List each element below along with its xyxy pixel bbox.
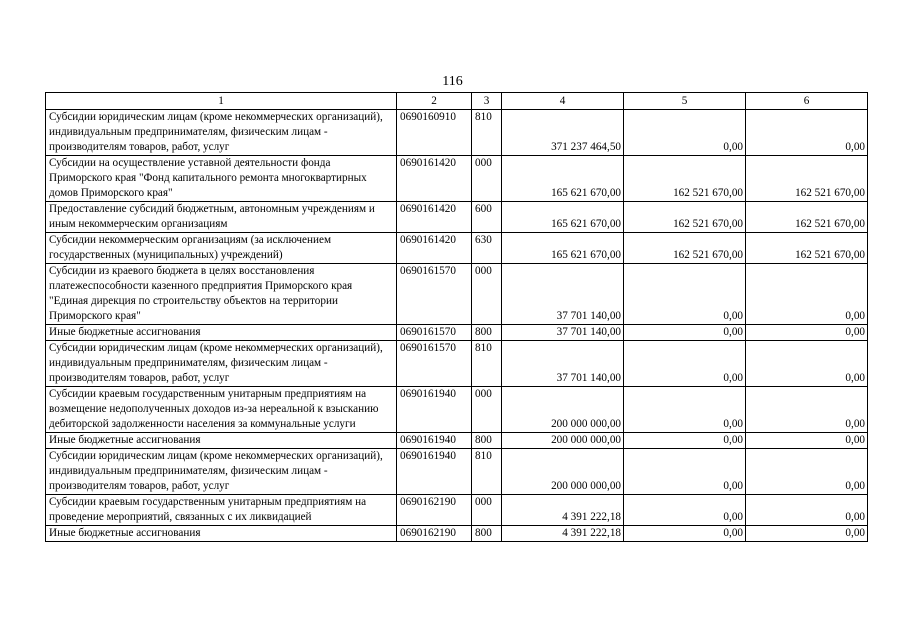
amount-col5-cell: 0,00	[624, 449, 746, 495]
target-code-cell: 0690162190	[397, 495, 472, 526]
amount-col6-cell: 0,00	[746, 387, 868, 433]
table-row	[46, 202, 868, 233]
amount-col4-cell: 4 391 222,18	[502, 495, 624, 526]
expense-type-cell: 810	[472, 341, 502, 387]
expense-type-cell: 800	[472, 433, 502, 449]
amount-col5-cell: 0,00	[624, 495, 746, 526]
amount-col4-cell: 37 701 140,00	[502, 325, 624, 341]
row-name-cell: Иные бюджетные ассигнования	[46, 526, 397, 542]
amount-col5-cell: 0,00	[624, 110, 746, 156]
amount-col4-cell: 37 701 140,00	[502, 341, 624, 387]
table-row	[46, 449, 868, 495]
table-row	[46, 110, 868, 156]
amount-col6-cell: 0,00	[746, 264, 868, 325]
expense-type-cell: 800	[472, 325, 502, 341]
amount-col6-cell: 0,00	[746, 526, 868, 542]
row-name-cell: Субсидии юридическим лицам (кроме некоммерческих организаций), индивидуальным предпринимателям, физическим лицам - производителям товаров, работ, услуг	[46, 110, 397, 156]
expense-type-cell: 000	[472, 495, 502, 526]
row-name-cell: Иные бюджетные ассигнования	[46, 325, 397, 341]
amount-col6-cell: 162 521 670,00	[746, 202, 868, 233]
row-name-cell: Предоставление субсидий бюджетным, автономным учреждениям и иным некоммерческим организациям	[46, 202, 397, 233]
amount-col5-cell: 0,00	[624, 264, 746, 325]
target-code-cell: 0690161420	[397, 233, 472, 264]
page-number: 116	[442, 74, 463, 89]
target-code-cell: 0690161570	[397, 341, 472, 387]
table-row	[46, 264, 868, 325]
amount-col4-cell: 165 621 670,00	[502, 202, 624, 233]
amount-col5-cell: 0,00	[624, 433, 746, 449]
row-name-cell: Субсидии из краевого бюджета в целях восстановления платежеспособности казенного предприятия Приморского края "Единая дирекция по строительству объектов на территории Приморского края"	[46, 264, 397, 325]
row-name-cell: Субсидии юридическим лицам (кроме некоммерческих организаций), индивидуальным предпринимателям, физическим лицам - производителям товаров, работ, услуг	[46, 341, 397, 387]
amount-col4-cell: 200 000 000,00	[502, 433, 624, 449]
amount-col4-cell: 165 621 670,00	[502, 233, 624, 264]
target-code-cell: 0690161940	[397, 449, 472, 495]
target-code-cell: 0690161420	[397, 156, 472, 202]
column-header: 5	[624, 93, 746, 110]
expense-type-cell: 000	[472, 156, 502, 202]
amount-col4-cell: 371 237 464,50	[502, 110, 624, 156]
expense-type-cell: 000	[472, 387, 502, 433]
expense-type-cell: 000	[472, 264, 502, 325]
amount-col5-cell: 0,00	[624, 387, 746, 433]
amount-col6-cell: 0,00	[746, 341, 868, 387]
amount-col4-cell: 200 000 000,00	[502, 387, 624, 433]
column-header: 1	[46, 93, 397, 110]
table-row	[46, 387, 868, 433]
column-header: 4	[502, 93, 624, 110]
row-name-cell: Субсидии на осуществление уставной деятельности фонда Приморского края "Фонд капитального ремонта многоквартирных домов Приморского края"	[46, 156, 397, 202]
amount-col6-cell: 0,00	[746, 449, 868, 495]
amount-col4-cell: 4 391 222,18	[502, 526, 624, 542]
column-header: 6	[746, 93, 868, 110]
target-code-cell: 0690161420	[397, 202, 472, 233]
target-code-cell: 0690161940	[397, 433, 472, 449]
expense-type-cell: 810	[472, 110, 502, 156]
table-row	[46, 526, 868, 542]
row-name-cell: Иные бюджетные ассигнования	[46, 433, 397, 449]
table-row	[46, 341, 868, 387]
expense-type-cell: 630	[472, 233, 502, 264]
amount-col5-cell: 162 521 670,00	[624, 202, 746, 233]
amount-col6-cell: 0,00	[746, 325, 868, 341]
expense-type-cell: 800	[472, 526, 502, 542]
budget-table	[45, 92, 868, 542]
target-code-cell: 0690160910	[397, 110, 472, 156]
row-name-cell: Субсидии краевым государственным унитарным предприятиям на проведение мероприятий, связанных с их ликвидацией	[46, 495, 397, 526]
amount-col5-cell: 162 521 670,00	[624, 156, 746, 202]
amount-col4-cell: 37 701 140,00	[502, 264, 624, 325]
column-header: 3	[472, 93, 502, 110]
amount-col6-cell: 0,00	[746, 433, 868, 449]
table-row	[46, 325, 868, 341]
amount-col6-cell: 0,00	[746, 110, 868, 156]
target-code-cell: 0690162190	[397, 526, 472, 542]
table-row	[46, 495, 868, 526]
expense-type-cell: 810	[472, 449, 502, 495]
table-header-row	[46, 93, 868, 110]
target-code-cell: 0690161940	[397, 387, 472, 433]
amount-col6-cell: 0,00	[746, 495, 868, 526]
target-code-cell: 0690161570	[397, 325, 472, 341]
row-name-cell: Субсидии некоммерческим организациям (за исключением государственных (муниципальных) учреждений)	[46, 233, 397, 264]
amount-col5-cell: 0,00	[624, 341, 746, 387]
table-row	[46, 433, 868, 449]
column-header: 2	[397, 93, 472, 110]
amount-col5-cell: 162 521 670,00	[624, 233, 746, 264]
amount-col6-cell: 162 521 670,00	[746, 156, 868, 202]
expense-type-cell: 600	[472, 202, 502, 233]
target-code-cell: 0690161570	[397, 264, 472, 325]
row-name-cell: Субсидии краевым государственным унитарным предприятиям на возмещение недополученных доходов из-за нереальной к взысканию дебиторской задолженности населения за коммунальные услуги	[46, 387, 397, 433]
amount-col5-cell: 0,00	[624, 526, 746, 542]
amount-col6-cell: 162 521 670,00	[746, 233, 868, 264]
table-row	[46, 156, 868, 202]
table-row	[46, 233, 868, 264]
amount-col5-cell: 0,00	[624, 325, 746, 341]
amount-col4-cell: 165 621 670,00	[502, 156, 624, 202]
row-name-cell: Субсидии юридическим лицам (кроме некоммерческих организаций), индивидуальным предпринимателям, физическим лицам - производителям товаров, работ, услуг	[46, 449, 397, 495]
amount-col4-cell: 200 000 000,00	[502, 449, 624, 495]
